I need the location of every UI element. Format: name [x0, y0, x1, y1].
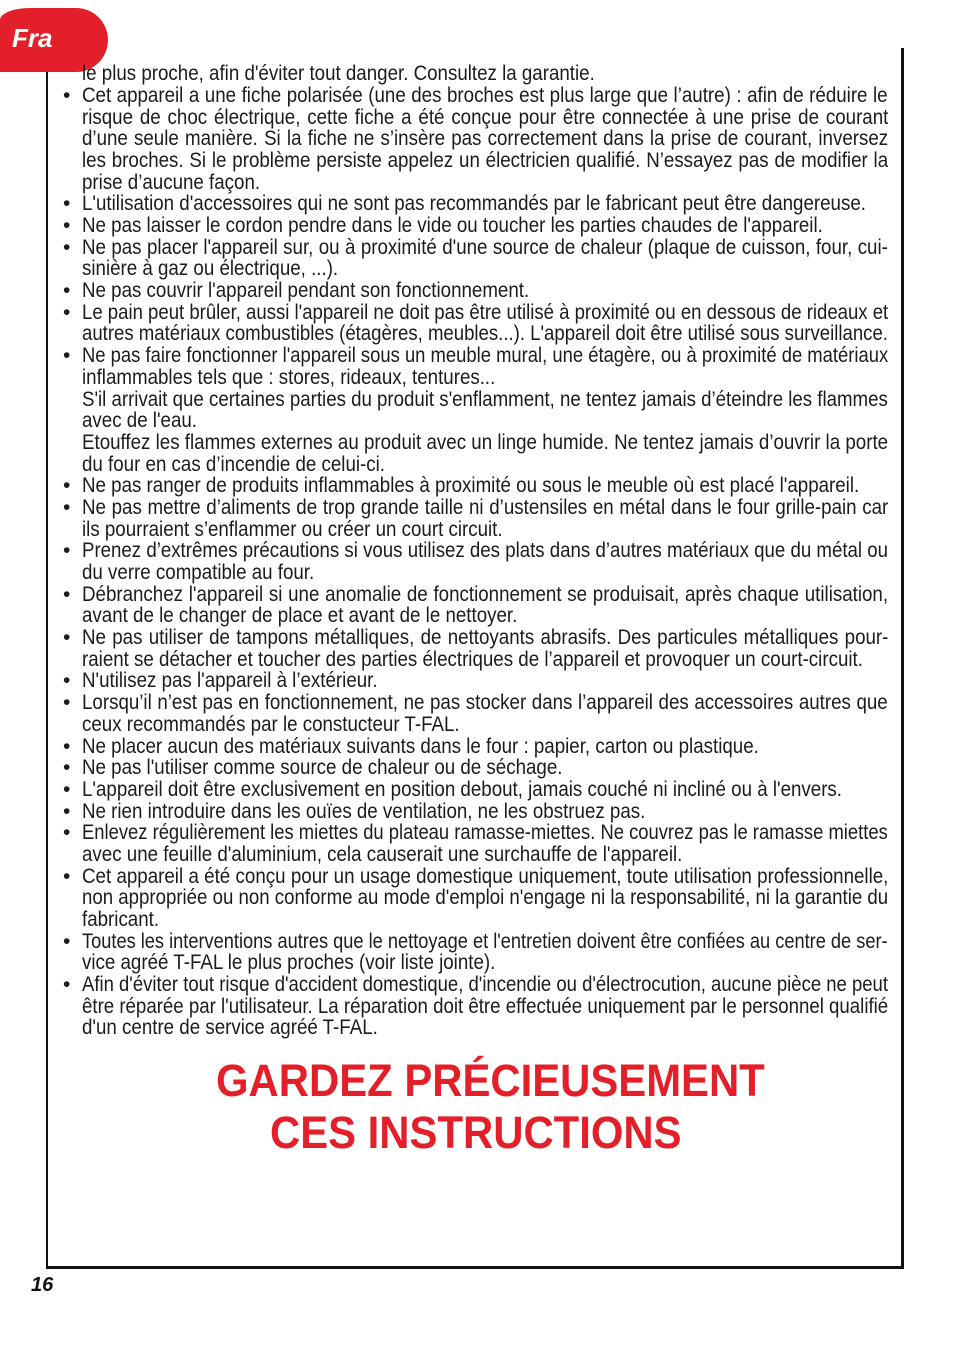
- text-line-text: ceux recommandés par le constucteur T-FAL.: [82, 712, 460, 736]
- text-line-text: les broches. Si le problème persiste appelez un électricien qualifié. N’essayez pas de modifier la: [82, 148, 888, 172]
- safety-item: [82, 475, 888, 497]
- text-line: [82, 736, 888, 758]
- text-line: [82, 909, 888, 931]
- text-line: [82, 63, 888, 85]
- text-line-text: être réparée par l'utilisateur. La réparation doit être effectuée uniquement par le personnel qualifié: [82, 994, 888, 1018]
- safety-item: [82, 345, 888, 475]
- text-line: [82, 237, 888, 259]
- text-line-text: L'appareil doit être exclusivement en position debout, jamais couché ni incliné ou à l'envers.: [82, 777, 843, 801]
- text-line: [82, 974, 888, 996]
- safety-item: [82, 822, 888, 865]
- text-line-text: risque de choc électrique, cette fiche a été conçue pour être connectée à une prise de courant: [82, 105, 888, 129]
- safety-item: [82, 757, 888, 779]
- bullet-icon: [63, 85, 70, 107]
- safety-item: [82, 931, 888, 974]
- text-line: [82, 367, 888, 389]
- text-line-text: L'utilisation d'accessoires qui ne sont pas recommandés par le fabricant peut être dangereuse.: [82, 192, 866, 216]
- bullet-icon: [63, 237, 70, 259]
- text-line-text: d'un centre de service agréé T-FAL.: [82, 1016, 378, 1040]
- text-line-text: avant de le changer de place et avant de le nettoyer.: [82, 604, 518, 628]
- text-line: [82, 605, 888, 627]
- text-line: [82, 844, 888, 866]
- text-line-text: Enlevez régulièrement les miettes du plateau ramasse-miettes. Ne couvrez pas le ramasse miettes: [82, 821, 888, 845]
- text-line-text: Ne rien introduire dans les ouïes de ventilation, ne les obstruez pas.: [82, 799, 646, 823]
- text-line: [82, 952, 888, 974]
- bullet-icon: [63, 822, 70, 844]
- text-line-text: S'il arrivait que certaines parties du produit s'enflamment, ne tentez jamais d’éteindre les flammes: [82, 387, 888, 411]
- text-line: [82, 562, 888, 584]
- safety-item: [82, 779, 888, 801]
- text-line: [82, 692, 888, 714]
- text-line: [82, 432, 888, 454]
- text-line: [82, 193, 888, 215]
- safety-item: [82, 193, 888, 215]
- text-line: [82, 280, 888, 302]
- text-line: [82, 128, 888, 150]
- text-line-text: N'utilisez pas l'appareil à l’extérieur.: [82, 669, 378, 693]
- text-line-text: Lorsqu’il n’est pas en fonctionnement, ne pas stocker dans l’appareil des accessoires autres que: [82, 691, 888, 715]
- bullet-icon: [63, 584, 70, 606]
- safety-item: [82, 540, 888, 583]
- bullet-icon: [63, 866, 70, 888]
- text-line-text: inflammables tels que : stores, rideaux, tentures...: [82, 365, 496, 389]
- safety-item: [82, 85, 888, 193]
- text-line: [82, 670, 888, 692]
- text-line-text: du verre compatible au four.: [82, 561, 315, 584]
- bullet-icon: [63, 931, 70, 953]
- bullet-icon: [63, 757, 70, 779]
- safety-instructions: [82, 63, 888, 1039]
- text-line-text: du four en cas d’incendie de celui-ci.: [82, 452, 386, 476]
- text-line: [82, 801, 888, 823]
- bullet-icon: [63, 475, 70, 497]
- text-line-text: Toutes les interventions autres que le nettoyage et l'entretien doivent être confiées au centre de ser-: [82, 929, 888, 953]
- text-line: [82, 1017, 888, 1039]
- text-line-text: Afin d'éviter tout risque d'accident domestique, d'incendie ou d'électrocution, aucune pièce ne peut: [82, 973, 888, 997]
- text-line-text: Ne placer aucun des matériaux suivants dans le four : papier, carton ou plastique.: [82, 734, 759, 758]
- text-line: [82, 584, 888, 606]
- text-line: [82, 172, 888, 194]
- safety-item: [82, 692, 888, 735]
- text-line: [82, 649, 888, 671]
- text-line: [82, 757, 888, 779]
- safety-item: [82, 627, 888, 670]
- safety-item: [82, 670, 888, 692]
- text-line: [82, 258, 888, 280]
- text-line: [82, 497, 888, 519]
- text-line-text: Le pain peut brûler, aussi l'appareil ne doit pas être utilisé à proximité ou en dessous de rideaux et: [82, 300, 888, 324]
- text-line: [82, 302, 888, 324]
- text-line: [82, 822, 888, 844]
- text-line: [82, 475, 888, 497]
- text-line-text: avec de l'eau.: [82, 409, 198, 433]
- text-line: [82, 519, 888, 541]
- bullet-icon: [63, 779, 70, 801]
- bullet-icon: [63, 302, 70, 324]
- safety-item: [82, 237, 888, 280]
- bullet-icon: [63, 801, 70, 823]
- text-line: [82, 389, 888, 411]
- text-line: [82, 714, 888, 736]
- text-line-text: non appropriée ou non conforme au mode d'emploi n'engage ni la responsabilité, ni la garantie du: [82, 886, 888, 910]
- safety-item: [82, 215, 888, 237]
- text-line-text: Ne pas ranger de produits inflammables à proximité ou sous le meuble où est placé l'appareil.: [82, 474, 860, 498]
- text-line-text: le plus proche, afin d'éviter tout danger. Consultez la garantie.: [82, 62, 595, 86]
- text-line: [82, 931, 888, 953]
- text-line-text: Débranchez l'appareil si une anomalie de fonctionnement se produisait, après chaque utilisation,: [82, 582, 888, 606]
- safety-item: [82, 866, 888, 931]
- text-line: [82, 887, 888, 909]
- page-number: 16: [31, 1274, 54, 1296]
- text-line-text: raient se détacher et toucher des parties électriques de l’appareil et provoquer un court-circuit.: [82, 647, 863, 671]
- safety-item: [82, 736, 888, 758]
- safety-item: [82, 974, 888, 1039]
- text-line-text: Ne pas laisser le cordon pendre dans le vide ou toucher les parties chaudes de l'appareil.: [82, 214, 823, 237]
- text-line-text: ils pourraient s’enflammer ou créer un court circuit.: [82, 517, 503, 541]
- text-line: [82, 215, 888, 237]
- text-line: [82, 540, 888, 562]
- safety-item: [82, 280, 888, 302]
- text-line: [82, 107, 888, 129]
- text-line-text: Cet appareil a une fiche polarisée (une des broches est plus large que l’autre) : afin de réduire le: [82, 83, 888, 107]
- safety-item: [82, 584, 888, 627]
- text-line-text: Ne pas faire fonctionner l'appareil sous un meuble mural, une étagère, ou à proximité de matériaux: [82, 344, 888, 368]
- text-line: [82, 150, 888, 172]
- text-line-text: prise d’aucune façon.: [82, 170, 261, 194]
- text-line-text: fabricant.: [82, 908, 160, 931]
- closing-heading-line: CES INSTRUCTIONS: [270, 1107, 682, 1158]
- bullet-icon: [63, 974, 70, 996]
- text-line-text: d’une seule manière. Si la fiche ne s’insère pas correctement dans la prise de courant, inversez: [82, 127, 888, 151]
- bullet-icon: [63, 540, 70, 562]
- language-tab-label: Fra: [12, 23, 53, 53]
- bullet-icon: [63, 692, 70, 714]
- text-line-text: vice agréé T-FAL le plus proches (voir liste jointe).: [82, 951, 496, 975]
- text-line-text: Ne pas placer l'appareil sur, ou à proximité d'une source de chaleur (plaque de cuisson, four, cui-: [82, 235, 888, 259]
- bullet-icon: [63, 193, 70, 215]
- bullet-icon: [63, 280, 70, 302]
- bullet-icon: [63, 627, 70, 649]
- text-line-text: sinière à gaz ou électrique, ...).: [82, 257, 339, 281]
- text-line-text: Ne pas l'utiliser comme source de chaleur ou de séchage.: [82, 756, 563, 780]
- text-line-text: Cet appareil a été conçu pour un usage domestique uniquement, toute utilisation professionnelle,: [82, 864, 888, 888]
- bullet-icon: [63, 670, 70, 692]
- safety-item: [82, 497, 888, 540]
- text-line: [82, 85, 888, 107]
- text-line: [82, 410, 888, 432]
- text-line: [82, 627, 888, 649]
- text-line: [82, 779, 888, 801]
- bullet-icon: [63, 497, 70, 519]
- text-line-text: Ne pas utiliser de tampons métalliques, de nettoyants abrasifs. Des particules métalliques pour-: [82, 626, 888, 650]
- text-line: [82, 323, 888, 345]
- text-line-text: Etouffez les flammes externes au produit avec un linge humide. Ne tentez jamais d’ouvrir la porte: [82, 430, 888, 454]
- safety-item: [82, 302, 888, 345]
- closing-heading-line: GARDEZ PRÉCIEUSEMENT: [216, 1055, 765, 1106]
- text-line: [82, 866, 888, 888]
- text-line-text: Ne pas couvrir l'appareil pendant son fonctionnement.: [82, 279, 530, 303]
- bullet-icon: [63, 736, 70, 758]
- bullet-icon: [63, 215, 70, 237]
- text-line-text: Ne pas mettre d’aliments de trop grande taille ni d’ustensiles en métal dans le four grille-pain car: [82, 495, 888, 519]
- text-line-text: autres matériaux combustibles (étagères, meubles...). L'appareil doit être utilisé sous surveillance.: [82, 322, 888, 346]
- continued-paragraph: [82, 63, 888, 85]
- page-frame-bottom-rule: [46, 1266, 904, 1269]
- text-line: [82, 454, 888, 476]
- text-line-text: Prenez d’extrêmes précautions si vous utilisez des plats dans d’autres matériaux que du métal ou: [82, 539, 888, 563]
- bullet-icon: [63, 345, 70, 367]
- safety-item: [82, 801, 888, 823]
- text-line: [82, 345, 888, 367]
- page-frame-left-rule: [46, 48, 48, 1268]
- text-line: [82, 996, 888, 1018]
- text-line-text: avec une feuille d'aluminium, cela causerait une surchauffe de l'appareil.: [82, 842, 683, 866]
- page-frame-right-rule: [901, 48, 904, 1269]
